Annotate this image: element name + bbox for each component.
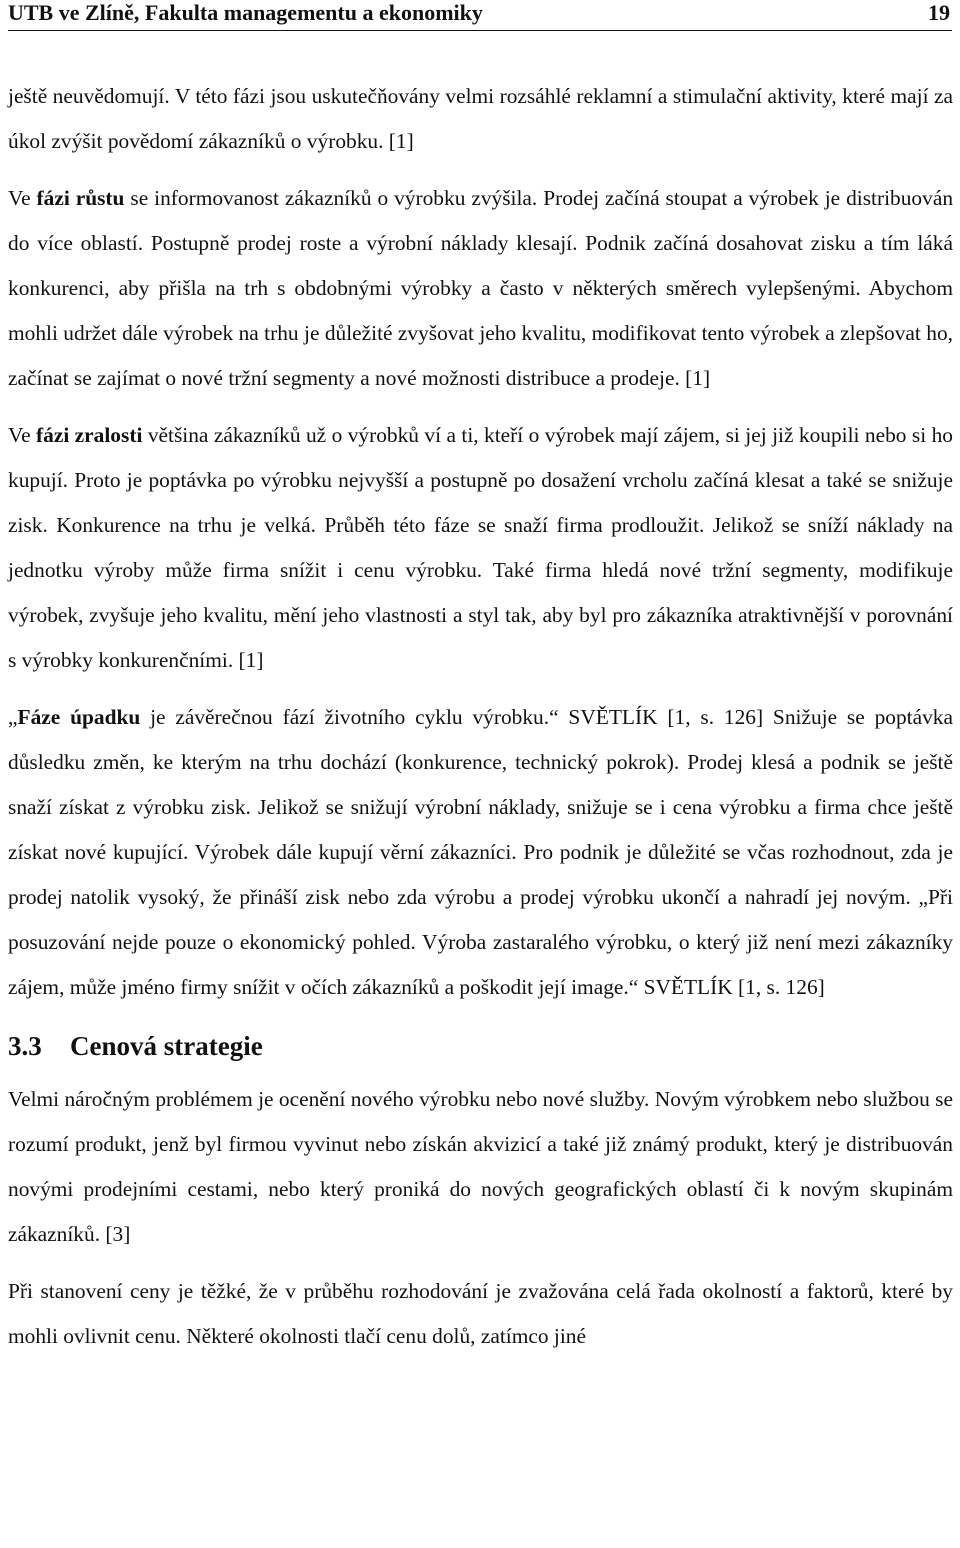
section-number: 3.3 [8, 1031, 42, 1061]
paragraph-text: většina zákazníků už o výrobků ví a ti, kteří o výrobek mají zájem, si jej již koupili nebo si ho kupují. Proto je poptávka po výrobku nejvyšší a postupně po dosažení vrcholu začíná klesat a také se snižuje zisk. Konkurence na trhu je velká. Průběh této fáze se snaží firma prodloužit. Jelikož se sníží náklady na jednotku výroby může firma snížit i cenu výrobku. Také firma hledá nové tržní segmenty, modifikuje výrobek, zvyšuje jeho kvalitu, mění jeho vlastnosti a styl tak, aby byl pro zákazníka atraktivnější v porovnání s výrobky konkurenčními. [1] [8, 423, 953, 672]
paragraph-price-setting: Při stanovení ceny je těžké, že v průběhu rozhodování je zvažována celá řada okolností a faktorů, které by mohli ovlivnit cenu. Některé okolnosti tlačí cenu dolů, zatímco jiné [8, 1279, 953, 1348]
page-header [8, 0, 952, 31]
paragraph-lead: Ve [8, 423, 36, 447]
term-decline-phase: Fáze úpadku [17, 705, 141, 729]
paragraph-new-product-pricing: Velmi náročným problémem je ocenění nového výrobku nebo nové služby. Novým výrobkem nebo službou se rozumí produkt, jenž byl firmou vyvinut nebo získán akvizicí a také již známý produkt, který je distribuován novými prodejními cestami, nebo který proniká do nových geografických oblastí či k novým skupinám zákazníků. [3] [8, 1087, 953, 1246]
paragraph-text: se informovanost zákazníků o výrobku zvýšila. Prodej začíná stoupat a výrobek je distribuován do více oblastí. Postupně prodej roste a výrobní náklady klesají. Podnik začíná dosahovat zisku a tím láká konkurenci, aby přišla na trh s obdobnými výrobky a často v některých směrech vylepšenými. Abychom mohli udržet dále výrobek na trhu je důležité zvyšovat jeho kvalitu, modifikovat tento výrobek a zlepšovat ho, začínat se zajímat o nové tržní segmenty a nové možnosti distribuce a prodeje. [1] [8, 186, 954, 390]
section-title: Cenová strategie [70, 1031, 263, 1061]
term-maturity-phase: fázi zralosti [36, 423, 143, 447]
paragraph-lead: Ve [8, 186, 37, 210]
term-growth-phase: fázi růstu [36, 186, 125, 210]
paragraph-introduction-phase-end: ještě neuvědomují. V této fázi jsou uskutečňovány velmi rozsáhlé reklamní a stimulační aktivity, které mají za úkol zvýšit povědomí zákazníků o výrobku. [1] [8, 84, 953, 153]
paragraph-decline-phase [8, 695, 953, 1010]
opening-quote: „ [8, 705, 18, 729]
section-heading [8, 1022, 953, 1070]
page-number: 19 [928, 0, 950, 25]
paragraph-text: je závěrečnou fází životního cyklu výrobku.“ SVĚTLÍK [1, s. 126] Snižuje se poptávka důsledku změn, ke kterým na trhu dochází (konkurence, technický pokrok). Prodej klesá a podnik se ještě snaží získat z výrobku zisk. Jelikož se snižují výrobní náklady, snižuje se i cena výrobku a firma chce ještě získat nové kupující. Výrobek dále kupují věrní zákazníci. Pro podnik je důležité se včas rozhodnout, zda je prodej natolik vysoký, že přináší zisk nebo zda výrobu a prodej výrobku ukončí a nahradí jej novým. „Při posuzování nejde pouze o ekonomický pohled. Výroba zastaralého výrobku, o který již není mezi zákazníky zájem, může jméno firmy snížit v očích zákazníků a poškodit její image.“ SVĚTLÍK [1, s. 126] [8, 705, 953, 999]
header-title: UTB ve Zlíně, Fakulta managementu a ekonomiky [8, 0, 483, 25]
document-body [8, 74, 953, 1359]
paragraph-growth-phase [8, 176, 953, 401]
paragraph-maturity-phase [8, 413, 953, 683]
